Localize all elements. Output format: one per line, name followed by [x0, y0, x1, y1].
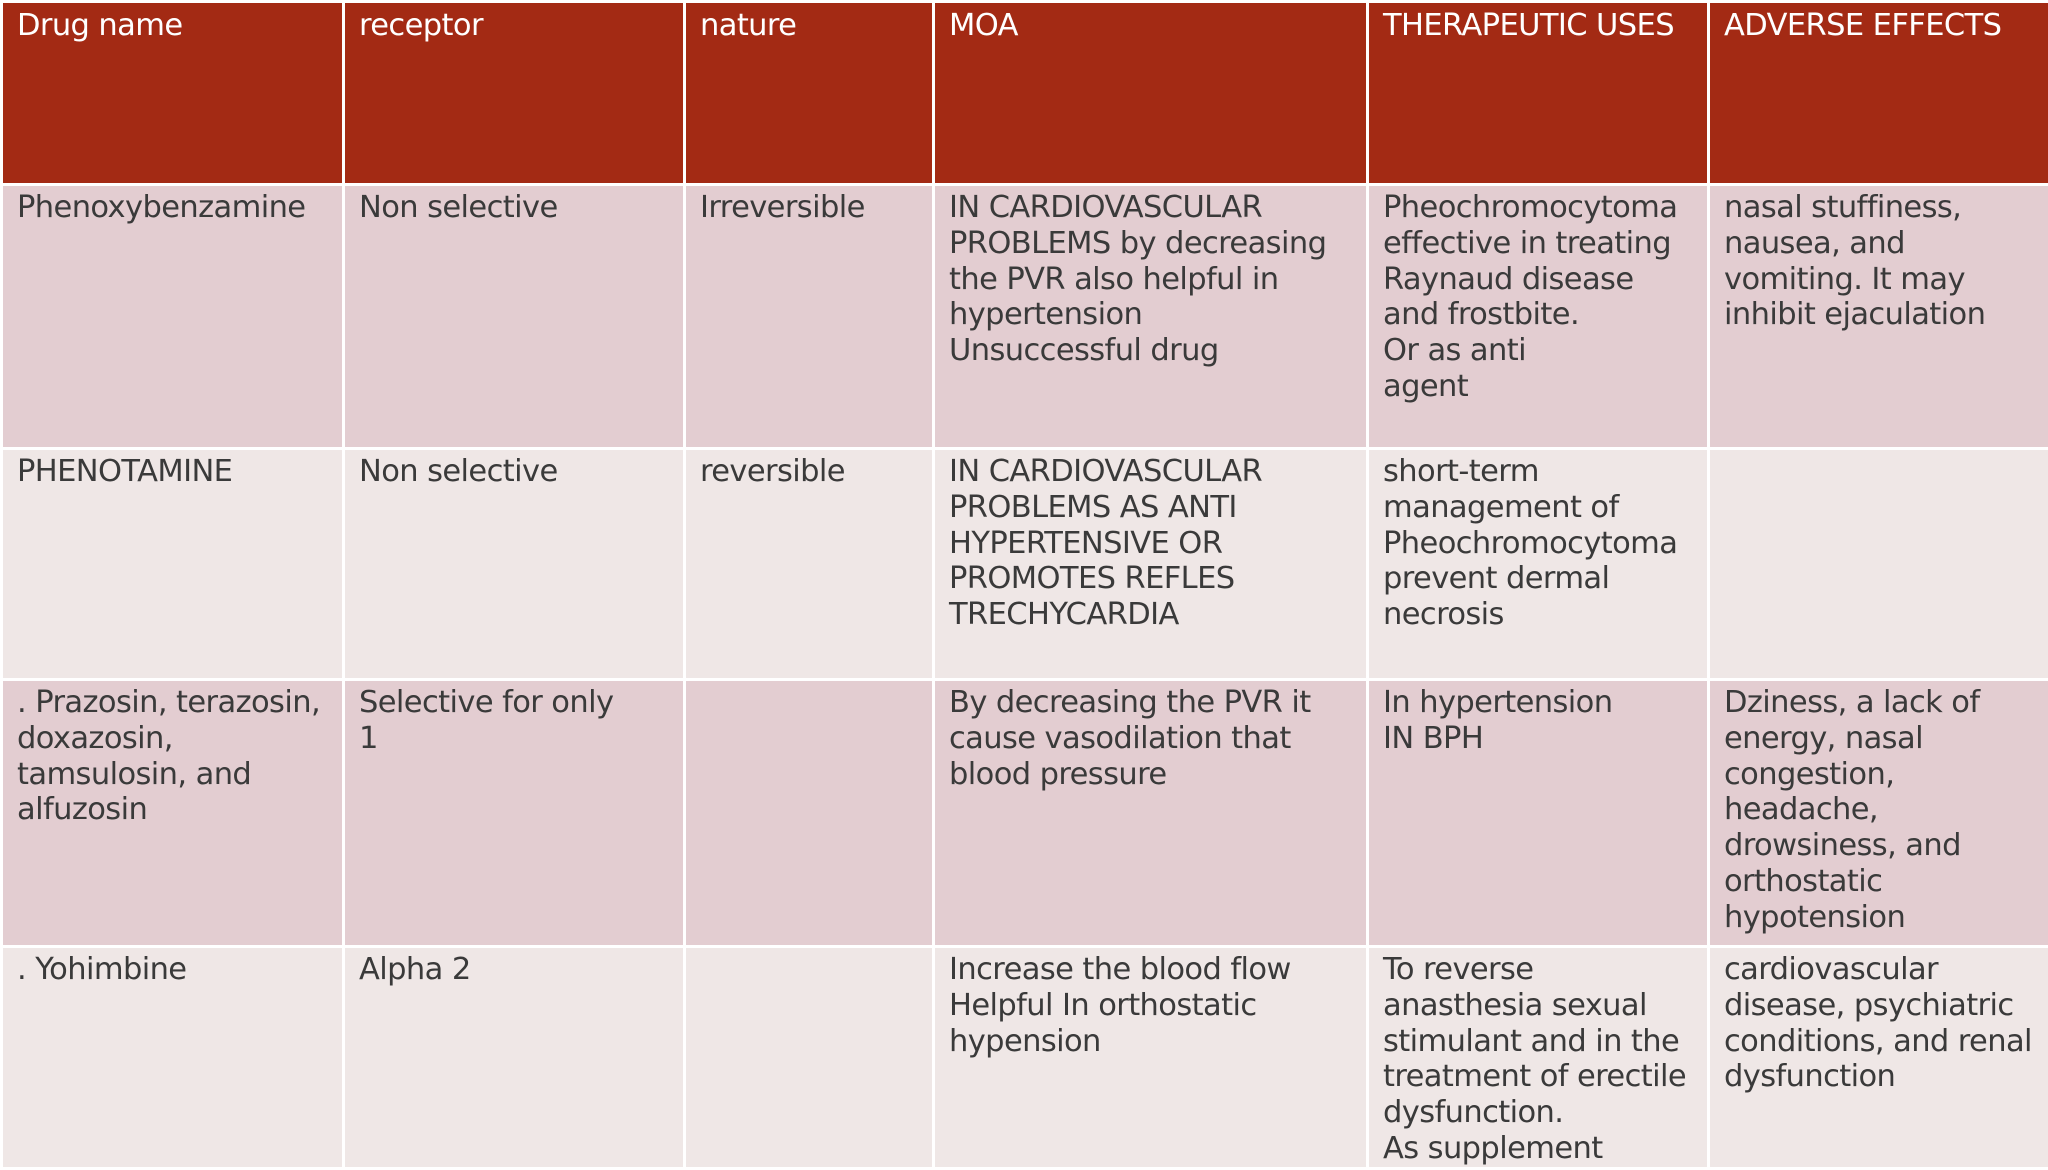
cell-therapeutic-uses: To reverse anasthesia sexual stimulant and in the treatment of erectile dysfunction. As supplement: [1368, 947, 1709, 1169]
cell-drug-name: . Yohimbine: [2, 947, 344, 1169]
cell-nature: [685, 680, 934, 947]
cell-receptor: Selective for only 1: [344, 680, 685, 947]
cell-moa: IN CARDIOVASCULAR PROBLEMS by decreasing the PVR also helpful in hypertension Unsuccessful drug: [934, 185, 1368, 449]
cell-moa: By decreasing the PVR it cause vasodilation that blood pressure: [934, 680, 1368, 947]
cell-therapeutic-uses: In hypertension IN BPH: [1368, 680, 1709, 947]
cell-adverse-effects: Dziness, a lack of energy, nasal congestion, headache, drowsiness, and orthostatic hypotension: [1709, 680, 2048, 947]
table-row: [2, 680, 2048, 947]
table-row: [2, 185, 2048, 449]
header-receptor: receptor: [344, 2, 685, 185]
table-row: [2, 449, 2048, 680]
header-therapeutic-uses: THERAPEUTIC USES: [1368, 2, 1709, 185]
cell-receptor: Non selective: [344, 185, 685, 449]
cell-adverse-effects: cardiovascular disease, psychiatric conditions, and renal dysfunction: [1709, 947, 2048, 1169]
cell-therapeutic-uses: Pheochromocytoma effective in treating Raynaud disease and frostbite. Or as anti agent: [1368, 185, 1709, 449]
cell-adverse-effects: [1709, 449, 2048, 680]
cell-moa: Increase the blood flow Helpful In orthostatic hypension: [934, 947, 1368, 1169]
cell-drug-name: PHENOTAMINE: [2, 449, 344, 680]
cell-therapeutic-uses: short-term management of Pheochromocytoma prevent dermal necrosis: [1368, 449, 1709, 680]
cell-drug-name: Phenoxybenzamine: [2, 185, 344, 449]
header-nature: nature: [685, 2, 934, 185]
header-adverse-effects: ADVERSE EFFECTS: [1709, 2, 2048, 185]
header-moa: MOA: [934, 2, 1368, 185]
cell-moa: IN CARDIOVASCULAR PROBLEMS AS ANTI HYPERTENSIVE OR PROMOTES REFLES TRECHYCARDIA: [934, 449, 1368, 680]
table-row: [2, 947, 2048, 1169]
header-drug-name: Drug name: [2, 2, 344, 185]
cell-nature: reversible: [685, 449, 934, 680]
cell-drug-name: . Prazosin, terazosin, doxazosin, tamsulosin, and alfuzosin: [2, 680, 344, 947]
cell-nature: Irreversible: [685, 185, 934, 449]
cell-receptor: Alpha 2: [344, 947, 685, 1169]
cell-nature: [685, 947, 934, 1169]
table-header-row: [2, 2, 2048, 185]
cell-adverse-effects: nasal stuffiness, nausea, and vomiting. It may inhibit ejaculation: [1709, 185, 2048, 449]
cell-receptor: Non selective: [344, 449, 685, 680]
